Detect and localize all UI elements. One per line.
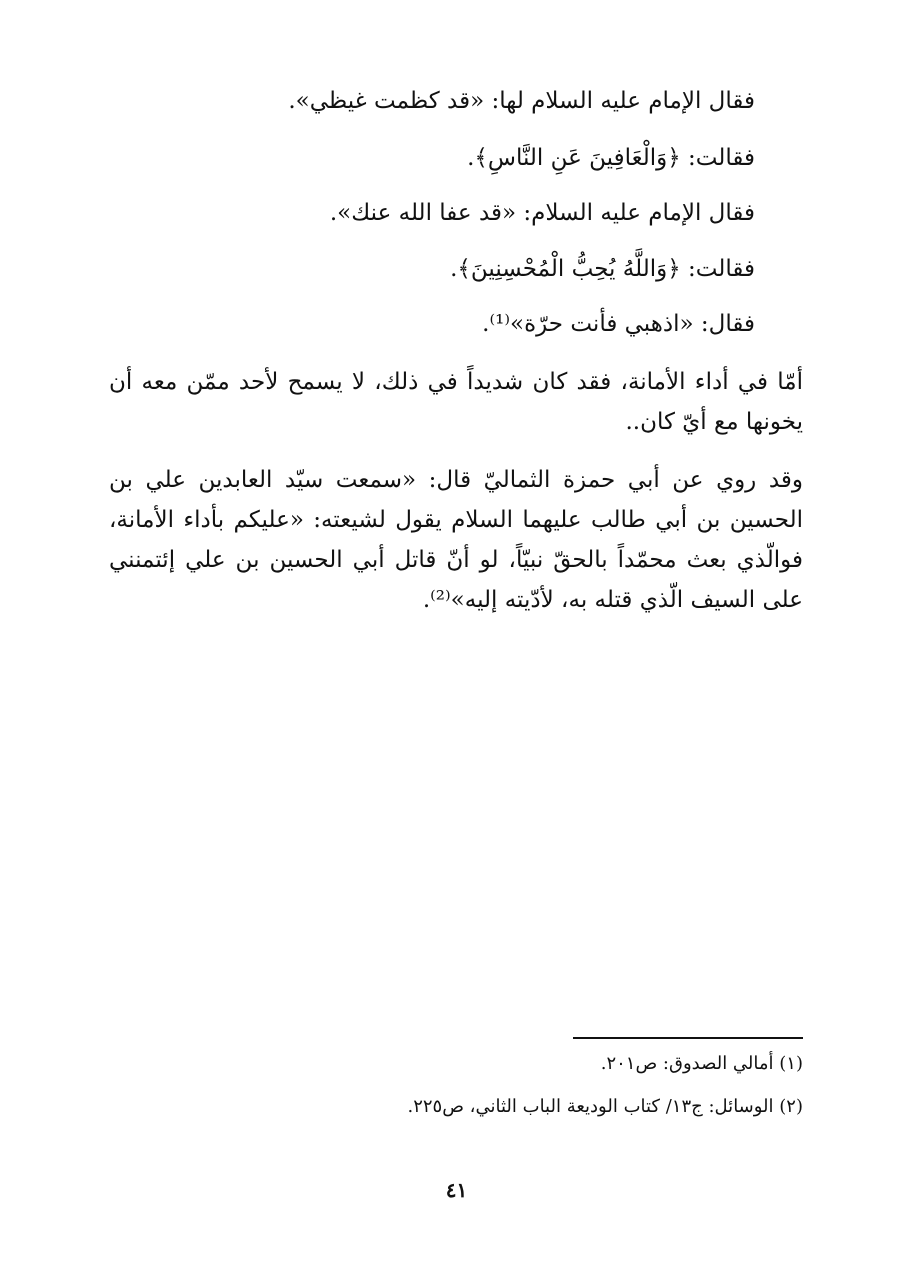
dialogue-line: فقال الإمام عليه السلام لها: «قد كظمت غيظي». xyxy=(288,88,755,114)
footnote: (١) أمالي الصدوق: ص٢٠١. xyxy=(600,1053,803,1074)
footnote-separator xyxy=(573,1037,803,1039)
body-paragraph: أمّا في أداء الأمانة، فقد كان شديداً في ذلك، لا يسمح لأحد ممّن معه أن يخونها مع أيّ كان.. xyxy=(109,369,803,435)
page-number: ٤١ xyxy=(445,1178,468,1202)
footnote: (٢) الوسائل: ج١٣/ كتاب الوديعة الباب الثاني، ص٢٢٥. xyxy=(407,1096,803,1117)
dialogue-line: فقال الإمام عليه السلام: «قد عفا الله عنك». xyxy=(329,200,755,226)
dialogue-line: فقالت: ﴿وَاللَّهُ يُحِبُّ الْمُحْسِنِينَ﴾. xyxy=(450,256,755,282)
dialogue-line: فقالت: ﴿وَالْعَافِينَ عَنِ النَّاسِ﴾. xyxy=(467,145,755,171)
body-paragraph: وقد روي عن أبي حمزة الثماليّ قال: «سمعت سيّد العابدين علي بن الحسين بن أبي طالب عليهما السلام يقول لشيعته: «عليكم بأداء الأمانة، فوالّذي بعث محمّداً بالحقّ نبيّاً، لو أنّ قاتل أبي الحسين بن علي إئتمنني على السيف الّذي قتله به، لأدّيته إليه»⁽²⁾. xyxy=(109,467,803,613)
dialogue-line: فقال: «اذهبي فأنت حرّة»⁽¹⁾. xyxy=(482,311,755,337)
